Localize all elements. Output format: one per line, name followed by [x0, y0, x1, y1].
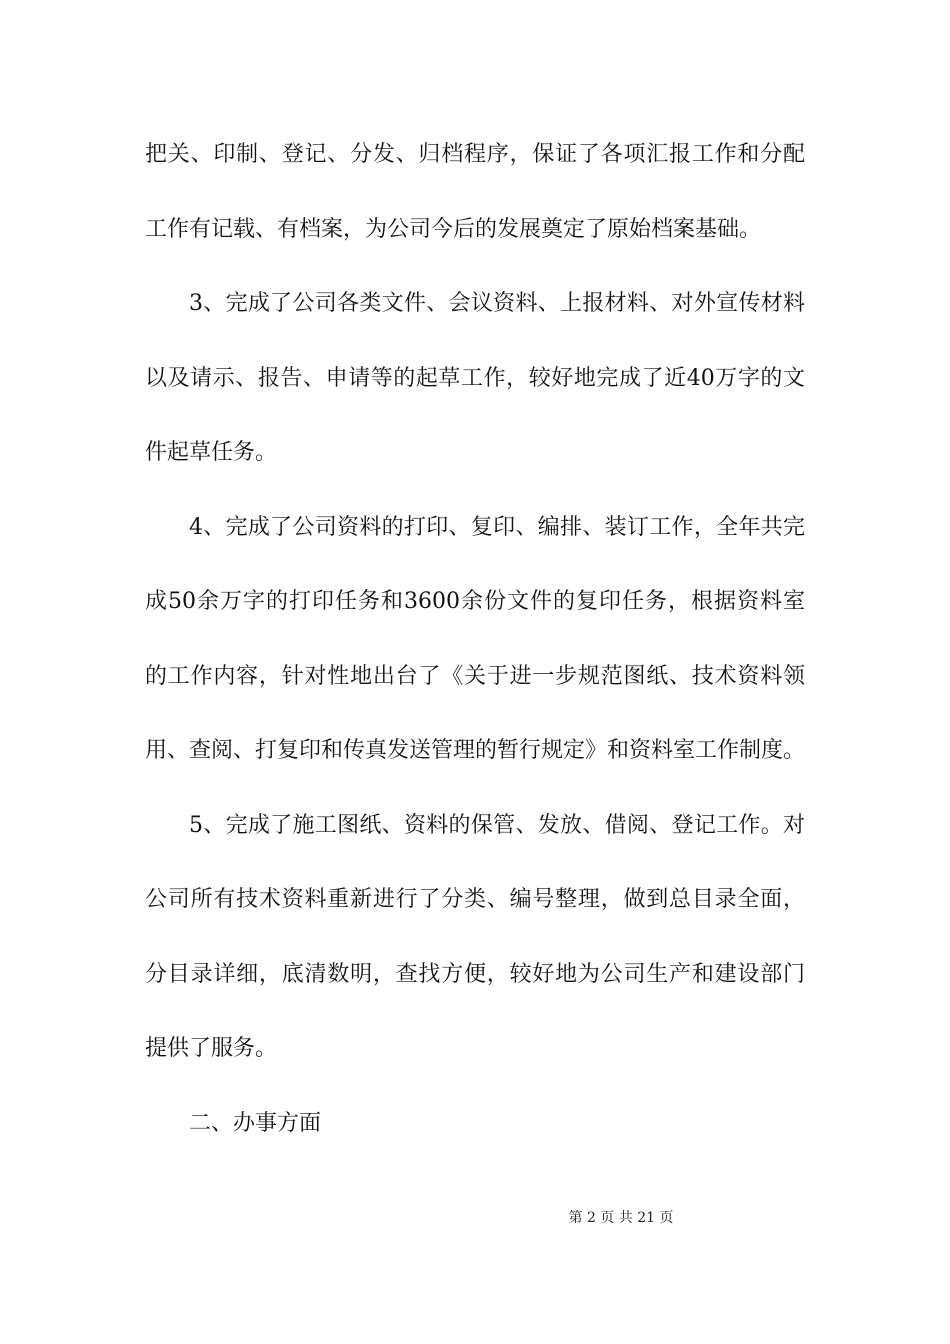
- text-line: 的工作内容，针对性地出台了《关于进一步规范图纸、技术资料领: [145, 663, 805, 689]
- text-line: 以及请示、报告、申请等的起草工作，较好地完成了近40万字的文: [145, 365, 805, 391]
- text-line: 把关、印制、登记、分发、归档程序，保证了各项汇报工作和分配: [145, 142, 805, 167]
- text-line: 工作有记载、有档案，为公司今后的发展奠定了原始档案基础。: [145, 216, 762, 242]
- paragraph-item-5: [145, 789, 805, 1087]
- section-heading-text: 二、办事方面: [189, 1110, 322, 1136]
- page-number-footer: 第 2 页 共 21 页: [568, 1210, 674, 1226]
- text-line: 用、查阅、打复印和传真发送管理的暂行规定》和资料室工作制度。: [145, 738, 805, 763]
- paragraph-item-3: [145, 267, 805, 491]
- text-line: 4、完成了公司资料的打印、复印、编排、装订工作，全年共完: [189, 514, 805, 540]
- text-line: 公司所有技术资料重新进行了分类、编号整理，做到总目录全面，: [145, 887, 805, 912]
- text-line: 成50余万字的打印任务和3600余份文件的复印任务，根据资料室: [145, 589, 805, 614]
- text-line: 3、完成了公司各类文件、会议资料、上报材料、对外宣传材料: [189, 291, 805, 316]
- paragraph-continuation: [145, 118, 805, 267]
- text-line: 提供了服务。: [145, 1036, 278, 1061]
- section-heading: [145, 1087, 805, 1162]
- text-line: 分目录详细，底清数明，查找方便，较好地为公司生产和建设部门: [145, 961, 805, 987]
- text-line: 件起草任务。: [145, 440, 278, 465]
- text-line: 5、完成了施工图纸、资料的保管、发放、借阅、登记工作。对: [189, 812, 805, 838]
- document-body: [145, 118, 805, 1161]
- paragraph-item-4: [145, 491, 805, 789]
